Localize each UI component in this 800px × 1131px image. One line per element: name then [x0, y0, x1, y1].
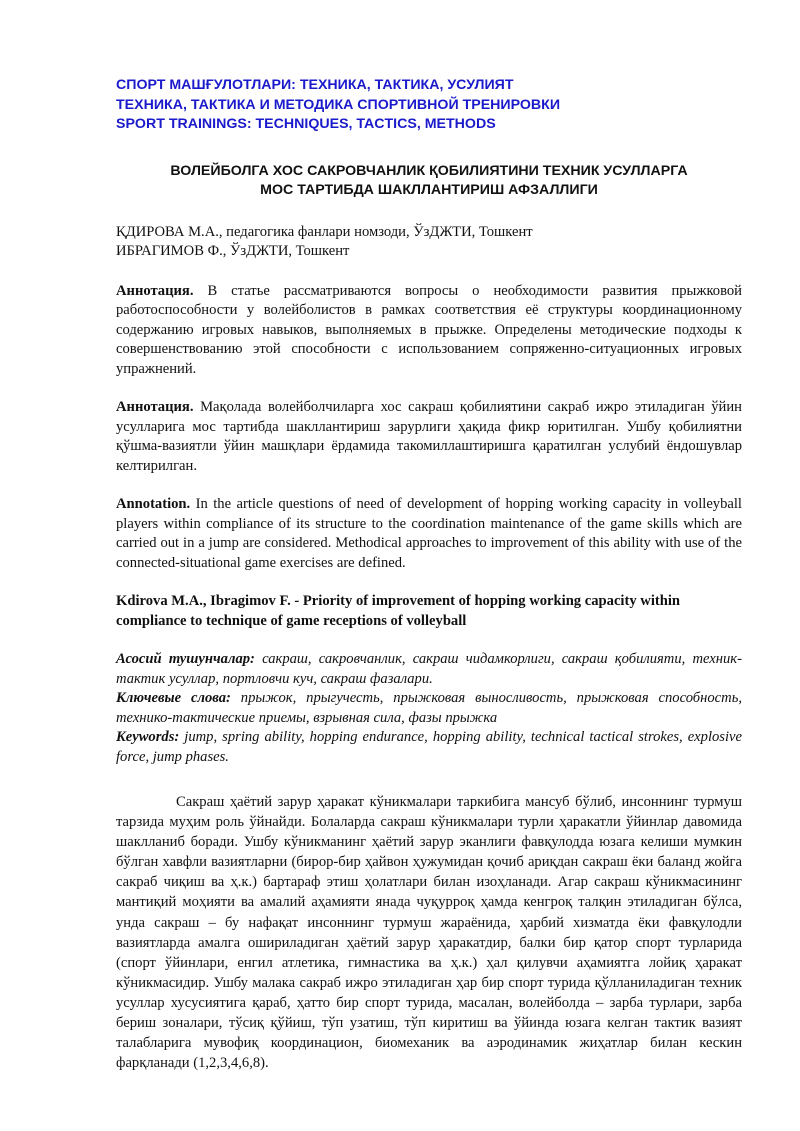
keywords-ru-text: прыжок, прыгучесть, прыжковая выносливость, прыжковая способность, технико-тактические приемы, взрывная сила, фазы прыжка	[116, 690, 742, 726]
body-paragraph: Сакраш ҳаётий зарур ҳаракат кўникмалари таркибига мансуб бўлиб, инсоннинг турмуш тарзида муҳим роль ўйнайди. Болаларда сакраш кўникмалари турли ҳаракатли ўйинлар давомида шаклланиб боради. Ушбу кўникманинг ҳаётий зарур эканлиги фавқулодда юзага келиши мумкин бўлган хавфли вазиятларни (бирор-бир ҳайвон ҳужумидан қочиб ариқдан сакраш ёки баланд жойга сакраб чиқиш ва ҳ.к.) бартараф этиш ҳолатлари билан изоҳланади. Агар сакраш кўникмасининг мантиқий моҳияти ва амалий аҳамияти янада чуқурроқ ҳамда кенгроқ талқин этиладиган бўлса, унда сакраш – бу нафақат инсоннинг турмуш жараёнида, ҳарбий хизматда ёки фавқулодли вазиятларда амалга ошириладиган ҳаётий зарур ҳаракатдир, балки бир қатор спорт турларида (спорт ўйинлари, енгил атлетика, гимнастика ва ҳ.к.) ҳал қилувчи аҳамиятга лойиқ ҳаракат кўникмасидир. Ушбу малака сакраб ижро этиладиган ҳар бир спорт турида қўлланиладиган техник усуллар хусусиятига қараб, ҳатто бир спорт турида, масалан, волейболда – зарба турлари, зарба бериш зоналари, тўсиқ қўйиш, тўп узатиш, тўп киритиш ва ўйинда юзага келган тактик вазият талабларига мувофиқ координацион, биомеханик ва аэродинамик жиҳатлар билан кескин фарқланади (1,2,3,4,6,8).	[116, 794, 742, 1072]
abstract-ru	[116, 282, 742, 380]
abstract-ru-label: Аннотация.	[116, 282, 194, 299]
abstract-uz-text: Мақолада волейболчиларга хос сакраш қобилиятини сакраб ижро этиладиган ўйин усулларига мос тартибда шакллантириш зарурлиги ҳақида фикр юритилган. Ушбу қобилиятни қўшма-вазиятли ўйин машқлари ёрдамида такомиллаштиришга қаратилган услубий ёндошувлар келтирилган.	[116, 399, 742, 474]
keywords-en-text: jump, spring ability, hopping endurance, hopping ability, technical tactical strokes, explosive force, jump phases.	[116, 729, 742, 765]
abstract-en	[116, 495, 742, 573]
article-title	[116, 162, 742, 201]
keywords-ru-label: Ключевые слова:	[116, 690, 231, 706]
abstract-en-text: In the article questions of need of development of hopping working capacity in volleyball players within compliance of its structure to the coordination maintenance of the game skills which are carried out in a jump are considered. Methodical approaches to improvement of this ability with use of the connected-situational game exercises are defined.	[116, 496, 742, 571]
abstract-uz	[116, 398, 742, 476]
journal-page	[116, 76, 742, 1073]
abstract-en-label: Annotation.	[116, 496, 191, 512]
keywords-uz-text: сакраш, сакровчанлик, сакраш чидамкорлиги, сакраш қобилияти, техник-тактик усуллар, портловчи куч, сакраш фазалари.	[116, 651, 742, 687]
authors	[116, 223, 742, 262]
abstract-ru-text: В статье рассматриваются вопросы о необходимости развития прыжковой работоспособности у волейболистов в рамках соответствия её структуры координационному содержанию игровых навыков, выполняемых в прыжке. Определены методические подходы к совершенствованию этой способности с использованием сопряженно-ситуационных игровых упражнений.	[116, 282, 742, 377]
section-header-en: SPORT TRAININGS: TECHNIQUES, TACTICS, METHODS	[116, 116, 496, 132]
keywords-uz-label: Асосий тушунчалар:	[116, 651, 255, 667]
keywords-ru	[116, 689, 742, 728]
keywords-block	[116, 650, 742, 767]
section-header-ru: ТЕХНИКА, ТАКТИКА И МЕТОДИКА СПОРТИВНОЙ ТРЕНИРОВКИ	[116, 96, 561, 113]
article-title-line-2: МОС ТАРТИБДА ШАКЛЛАНТИРИШ АФЗАЛЛИГИ	[260, 182, 598, 198]
english-title: Kdirova M.A., Ibragimov F. - Priority of improvement of hopping working capacity within compliance to technique of game receptions of volleyball	[116, 593, 681, 629]
keywords-en	[116, 728, 742, 767]
keywords-en-label: Keywords:	[116, 729, 180, 745]
author-1: ҚДИРОВА М.А., педагогика фанлари номзоди, ЎзДЖТИ, Тошкент	[116, 223, 533, 240]
abstract-uz-label: Аннотация.	[116, 399, 194, 415]
keywords-uz	[116, 650, 742, 689]
author-2: ИБРАГИМОВ Ф., ЎзДЖТИ, Тошкент	[116, 243, 350, 259]
section-header-uz: СПОРТ МАШҒУЛОТЛАРИ: ТЕХНИКА, ТАКТИКА, УСУЛИЯТ	[116, 77, 514, 93]
section-header	[116, 76, 742, 135]
article-title-line-1: ВОЛЕЙБОЛГА ХОС САКРОВЧАНЛИК ҚОБИЛИЯТИНИ ТЕХНИК УСУЛЛАРГА	[170, 162, 688, 179]
